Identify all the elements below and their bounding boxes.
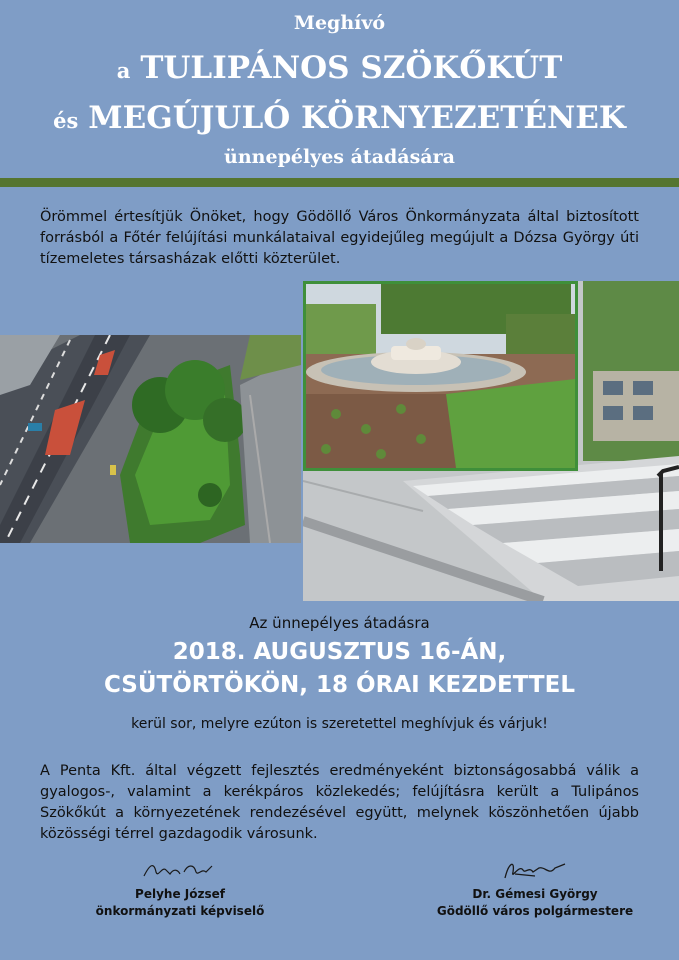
signature-pelyhe-image xyxy=(140,858,220,882)
event-date xyxy=(0,636,679,702)
title-line-1-prefix: a xyxy=(116,58,131,83)
event-date-line-1: 2018. AUGUSZTUS 16-ÁN, xyxy=(172,639,507,665)
signatory-role: Gödöllő város polgármestere xyxy=(436,904,634,918)
body-paragraph: A Penta Kft. által végzett fejlesztés eredményeként biztonságosabbá válik a gyalogos-, valamint a kerékpáros közlekedés; felújításra került a Tulipános Szökőkút a környezetének rendezésével együtt, melynek köszönhetően újabb közösségi térrel gazdagodik városunk. xyxy=(40,763,639,842)
signatory-name: Pelyhe József xyxy=(135,887,225,901)
signature-block-right xyxy=(425,886,645,920)
header-divider xyxy=(0,178,679,187)
title-line-2-prefix: és xyxy=(53,108,79,133)
invitation-header xyxy=(0,0,679,174)
title-line-1 xyxy=(0,50,679,86)
signatory-role: önkormányzati képviselő xyxy=(95,904,265,918)
title-line-2 xyxy=(0,100,679,136)
fountain-photo xyxy=(303,281,578,471)
signature-gemesi-image xyxy=(495,858,575,884)
invitation-label: Meghívó xyxy=(293,12,386,34)
signature-block-left xyxy=(80,886,280,920)
signatory-name: Dr. Gémesi György xyxy=(472,887,598,901)
event-date-line-2: CSÜTÖRTÖKÖN, 18 ÓRAI KEZDETTEL xyxy=(104,672,575,698)
event-subhead: Az ünnepélyes átadásra xyxy=(249,614,430,632)
invite-line: kerül sor, melyre ezúton is szeretettel meghívjuk és várjuk! xyxy=(131,716,548,732)
title-subline: ünnepélyes átadására xyxy=(224,146,455,168)
intro-paragraph: Örömmel értesítjük Önöket, hogy Gödöllő Város Önkormányzata által biztosított forrásból a Főtér felújítási munkálataival egyidejűleg megújult a Dózsa György úti tízemeletes társasházak előtti közterület. xyxy=(40,209,639,267)
title-line-1-main: TULIPÁNOS SZÖKŐKÚT xyxy=(140,50,563,86)
title-line-2-main: MEGÚJULÓ KÖRNYEZETÉNEK xyxy=(88,100,626,136)
aerial-street-photo xyxy=(0,335,301,543)
